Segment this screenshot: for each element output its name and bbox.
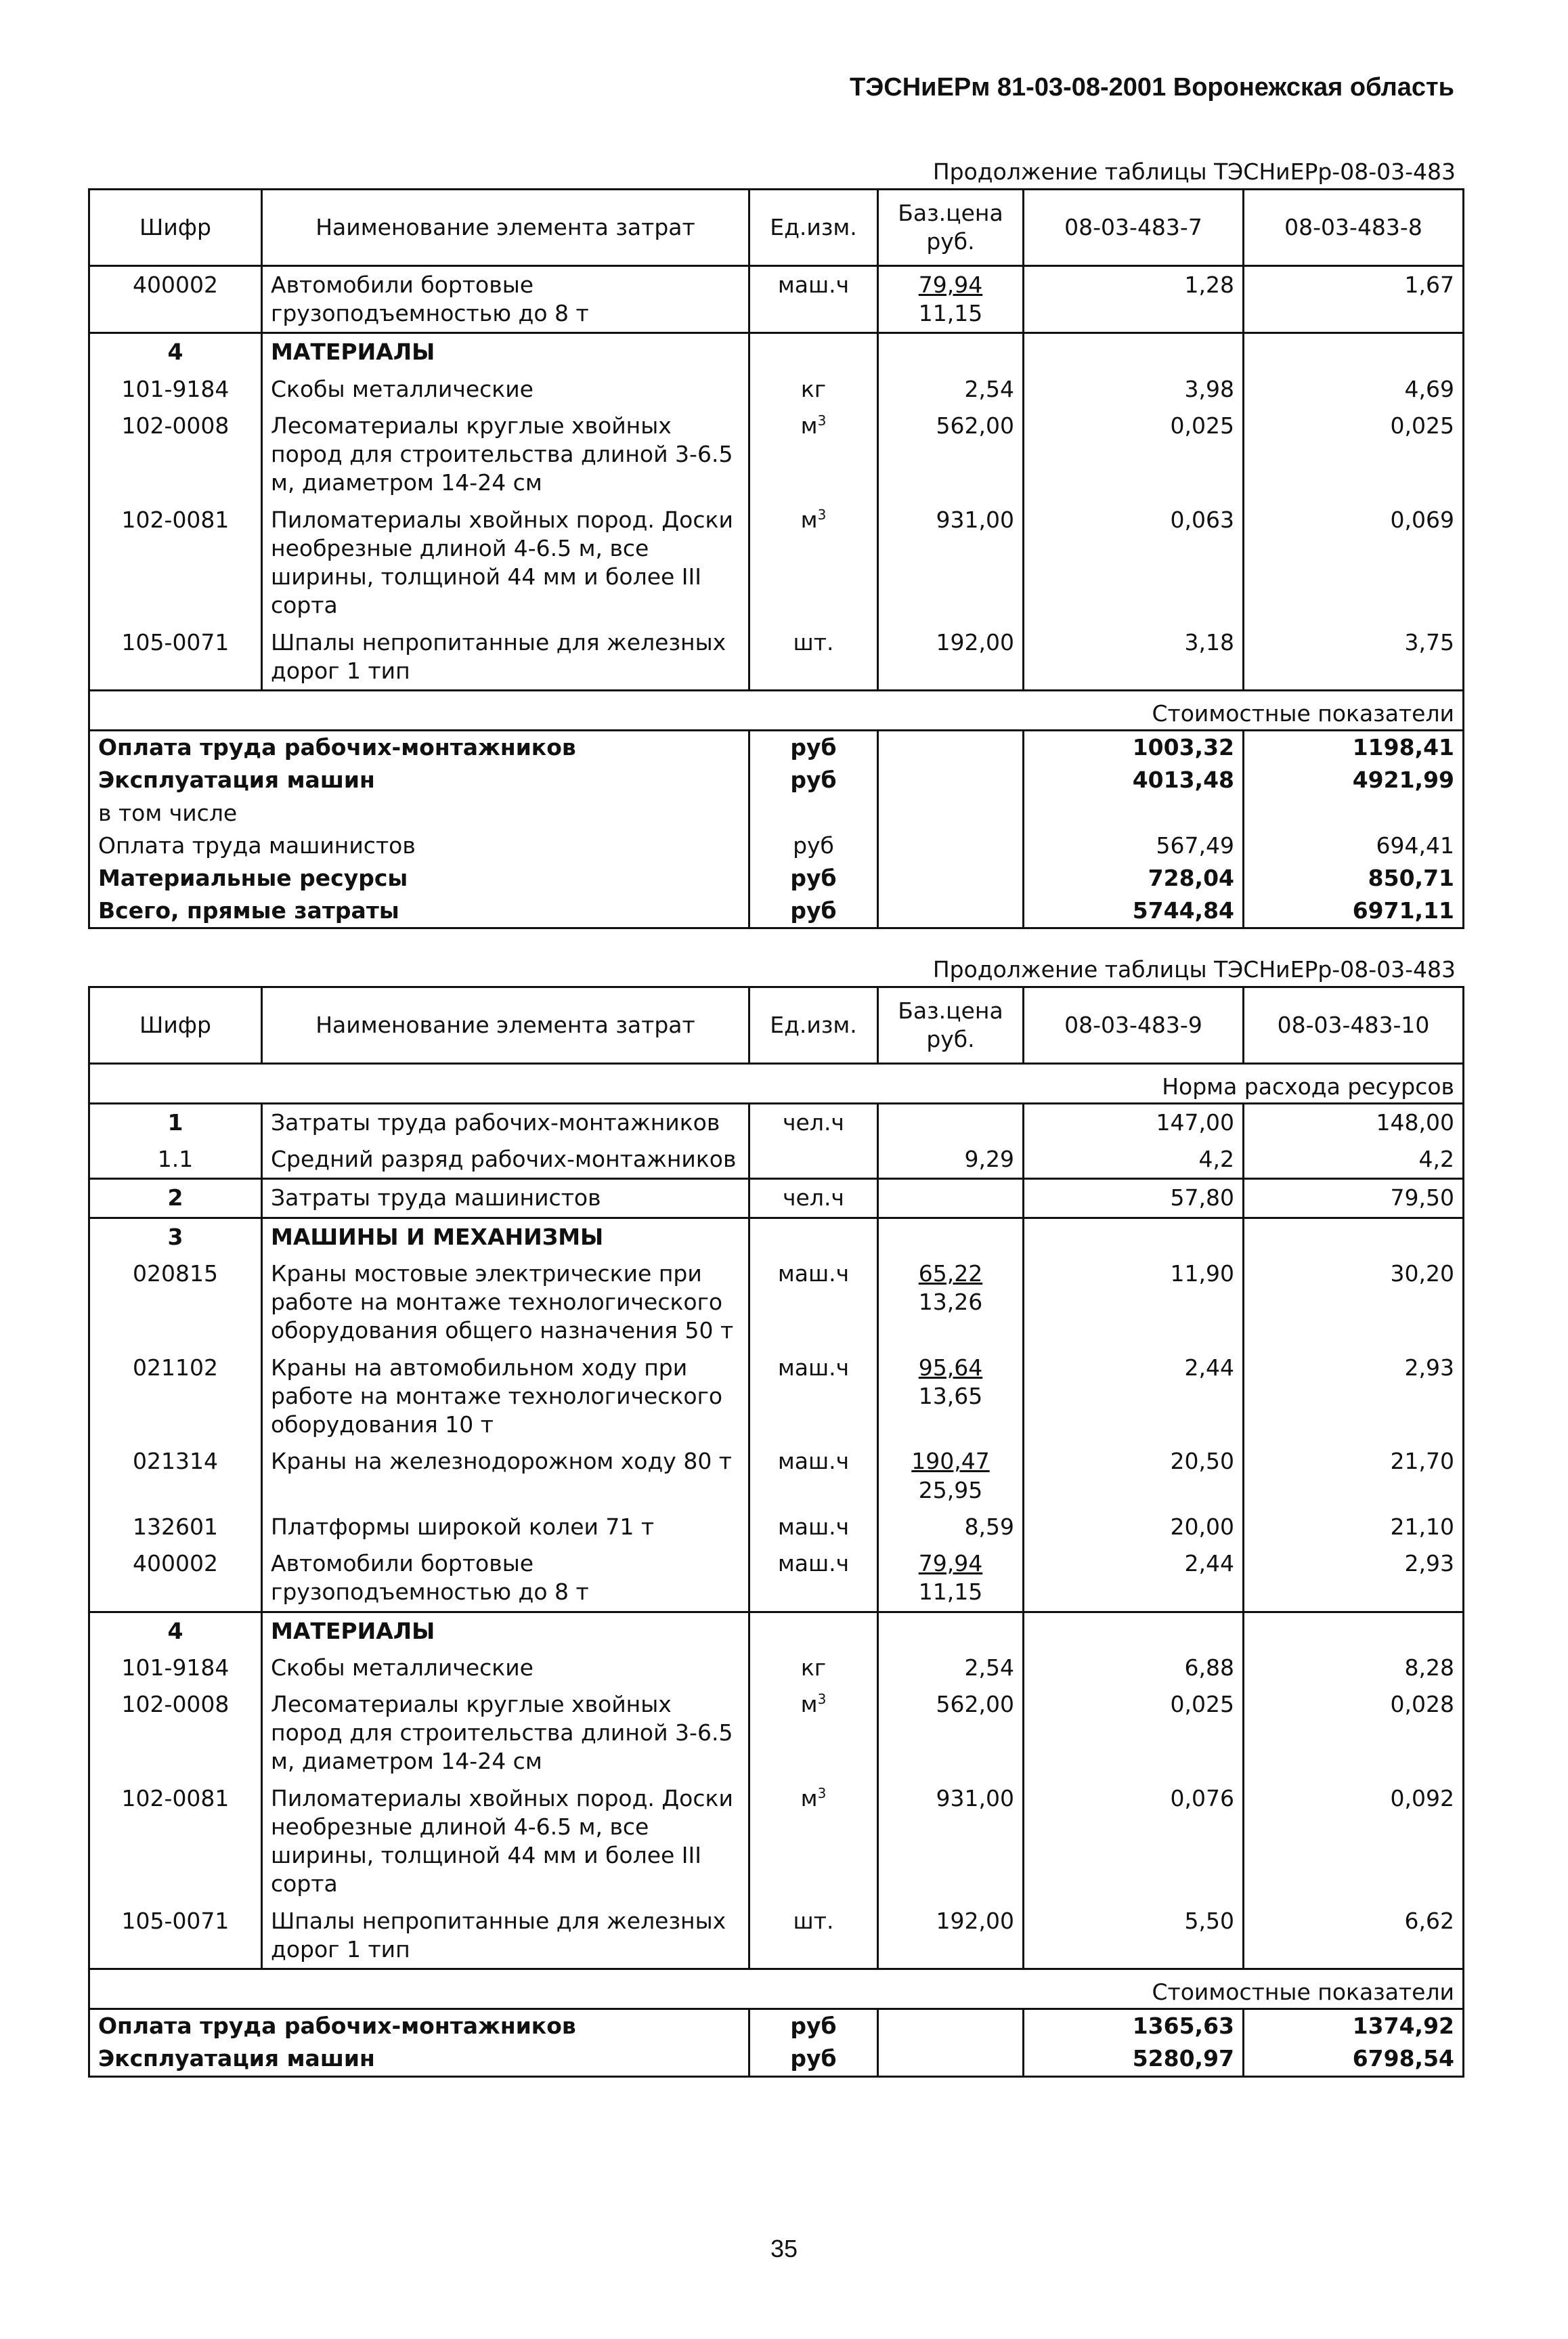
row-price: 562,00 bbox=[878, 1686, 1024, 1780]
totals-name: Всего, прямые затраты bbox=[89, 895, 749, 928]
row-value-b: 21,70 bbox=[1244, 1443, 1464, 1508]
row-value-a: 2,44 bbox=[1024, 1350, 1244, 1444]
row-code: 102-0081 bbox=[89, 1780, 262, 1903]
row-value-b: 79,50 bbox=[1244, 1179, 1464, 1218]
table-row bbox=[89, 266, 1464, 333]
row-value-b: 30,20 bbox=[1244, 1256, 1464, 1350]
row-value-a: 4,2 bbox=[1024, 1141, 1244, 1179]
row-name: Пиломатериалы хвойных пород. Доски необрезные длиной 4-6.5 м, все ширины, толщиной 44 мм и более III сорта bbox=[262, 1780, 749, 1903]
totals-value-a: 5744,84 bbox=[1024, 895, 1244, 928]
table1 bbox=[88, 188, 1464, 929]
row-name: Шпалы непропитанные для железных дорог 1 тип bbox=[262, 1903, 749, 1969]
row-code: 400002 bbox=[89, 1545, 262, 1612]
row-unit bbox=[749, 1179, 878, 1218]
table2-header-row bbox=[89, 987, 1464, 1064]
row-name: Скобы металлические bbox=[262, 1650, 749, 1686]
row-value-a bbox=[1024, 333, 1244, 371]
price-top: 190,47 bbox=[911, 1448, 990, 1475]
totals-value-a: 5280,97 bbox=[1024, 2042, 1244, 2076]
row-value-a: 0,076 bbox=[1024, 1780, 1244, 1903]
table-row bbox=[89, 1903, 1464, 1969]
totals-name: Эксплуатация машин bbox=[89, 764, 749, 796]
totals-empty bbox=[878, 2009, 1024, 2043]
row-value-b: 4,69 bbox=[1244, 371, 1464, 408]
document-header: ТЭСНиЕРм 81-03-08-2001 Воронежская область bbox=[850, 73, 1454, 102]
row-value-a: 6,88 bbox=[1024, 1650, 1244, 1686]
totals-row bbox=[89, 862, 1464, 895]
row-unit bbox=[749, 1686, 878, 1780]
unit-text: шт. bbox=[793, 628, 834, 656]
table-row bbox=[89, 624, 1464, 691]
row-value-b bbox=[1244, 1218, 1464, 1256]
row-name: МАШИНЫ И МЕХАНИЗМЫ bbox=[262, 1218, 749, 1256]
row-unit bbox=[749, 1218, 878, 1256]
table-row bbox=[89, 1780, 1464, 1903]
totals-empty bbox=[878, 797, 1024, 830]
totals-value-b: 850,71 bbox=[1244, 862, 1464, 895]
row-unit bbox=[749, 1903, 878, 1969]
totals-name: Оплата труда рабочих-монтажников bbox=[89, 731, 749, 765]
row-unit bbox=[749, 1650, 878, 1686]
table-row bbox=[89, 333, 1464, 371]
totals-empty bbox=[878, 731, 1024, 765]
row-value-a: 0,063 bbox=[1024, 502, 1244, 624]
row-code: 105-0071 bbox=[89, 624, 262, 691]
row-code: 101-9184 bbox=[89, 1650, 262, 1686]
totals-name: Материальные ресурсы bbox=[89, 862, 749, 895]
col-header-code: Шифр bbox=[89, 987, 262, 1064]
cost-band-label: Стоимостные показатели bbox=[89, 691, 1464, 731]
norm-band-label: Норма расхода ресурсов bbox=[89, 1064, 1464, 1104]
row-value-b: 0,025 bbox=[1244, 408, 1464, 502]
row-price bbox=[878, 1443, 1024, 1508]
unit-text: шт. bbox=[793, 1907, 834, 1934]
row-unit bbox=[749, 333, 878, 371]
row-price: 9,29 bbox=[878, 1141, 1024, 1179]
col-header-a: 08-03-483-7 bbox=[1024, 190, 1244, 266]
price-bottom: 13,65 bbox=[918, 1382, 983, 1409]
row-value-b: 8,28 bbox=[1244, 1650, 1464, 1686]
row-code: 021102 bbox=[89, 1350, 262, 1444]
totals-row bbox=[89, 2009, 1464, 2043]
row-unit bbox=[749, 1141, 878, 1179]
unit-text: кг bbox=[800, 375, 827, 402]
row-unit bbox=[749, 408, 878, 502]
row-price bbox=[878, 1256, 1024, 1350]
row-value-a bbox=[1024, 1612, 1244, 1650]
row-price bbox=[878, 1218, 1024, 1256]
unit-text: маш.ч bbox=[777, 1550, 850, 1577]
row-code: 021314 bbox=[89, 1443, 262, 1508]
totals-value-a bbox=[1024, 797, 1244, 830]
row-unit bbox=[749, 1256, 878, 1350]
price-top: 79,94 bbox=[918, 1550, 983, 1577]
row-unit bbox=[749, 1509, 878, 1545]
table-row bbox=[89, 1179, 1464, 1218]
unit-text: чел.ч bbox=[783, 1184, 844, 1211]
row-code: 020815 bbox=[89, 1256, 262, 1350]
row-code: 3 bbox=[89, 1218, 262, 1256]
row-value-b: 1,67 bbox=[1244, 266, 1464, 333]
totals-value-a: 1003,32 bbox=[1024, 731, 1244, 765]
row-unit bbox=[749, 266, 878, 333]
row-code: 101-9184 bbox=[89, 371, 262, 408]
row-value-a: 0,025 bbox=[1024, 1686, 1244, 1780]
row-code: 1.1 bbox=[89, 1141, 262, 1179]
unit-text: м bbox=[800, 506, 818, 533]
unit-text: м bbox=[800, 1784, 818, 1811]
row-price: 931,00 bbox=[878, 1780, 1024, 1903]
row-value-b: 3,75 bbox=[1244, 624, 1464, 691]
row-value-a: 20,00 bbox=[1024, 1509, 1244, 1545]
row-price bbox=[878, 1179, 1024, 1218]
col-header-code: Шифр bbox=[89, 190, 262, 266]
price-top: 95,64 bbox=[918, 1354, 983, 1381]
unit-text: маш.ч bbox=[777, 1448, 850, 1475]
totals-empty bbox=[878, 895, 1024, 928]
row-unit bbox=[749, 1545, 878, 1612]
unit-text: м bbox=[800, 412, 818, 439]
totals-unit: руб bbox=[749, 862, 878, 895]
totals-unit: руб bbox=[749, 731, 878, 765]
row-name: Пиломатериалы хвойных пород. Доски необрезные длиной 4-6.5 м, все ширины, толщиной 44 мм и более III сорта bbox=[262, 502, 749, 624]
row-name: Шпалы непропитанные для железных дорог 1 тип bbox=[262, 624, 749, 691]
table2 bbox=[88, 986, 1464, 2078]
totals-unit: руб bbox=[749, 895, 878, 928]
row-name: Скобы металлические bbox=[262, 371, 749, 408]
row-name: Краны на автомобильном ходу при работе на монтаже технологического оборудования 10 т bbox=[262, 1350, 749, 1444]
totals-name: в том числе bbox=[89, 797, 749, 830]
row-price: 562,00 bbox=[878, 408, 1024, 502]
totals-empty bbox=[878, 2042, 1024, 2076]
row-value-b bbox=[1244, 1612, 1464, 1650]
totals-name: Оплата труда рабочих-монтажников bbox=[89, 2009, 749, 2043]
price-bottom: 11,15 bbox=[918, 300, 983, 327]
row-name: Краны на железнодорожном ходу 80 т bbox=[262, 1443, 749, 1508]
row-name: МАТЕРИАЛЫ bbox=[262, 1612, 749, 1650]
unit-text: чел.ч bbox=[783, 1109, 844, 1136]
row-unit bbox=[749, 1104, 878, 1142]
row-price: 8,59 bbox=[878, 1509, 1024, 1545]
table-row bbox=[89, 1612, 1464, 1650]
cost-band-label: Стоимостные показатели bbox=[89, 1969, 1464, 2009]
totals-value-b: 694,41 bbox=[1244, 830, 1464, 862]
row-unit bbox=[749, 1350, 878, 1444]
row-value-b: 0,028 bbox=[1244, 1686, 1464, 1780]
table2-continuation-label: Продолжение таблицы ТЭСНиЕРр-08-03-483 bbox=[932, 956, 1456, 983]
price-bottom: 25,95 bbox=[918, 1476, 983, 1503]
price-top: 79,94 bbox=[918, 272, 983, 298]
totals-value-a: 4013,48 bbox=[1024, 764, 1244, 796]
totals-row bbox=[89, 764, 1464, 796]
row-price bbox=[878, 333, 1024, 371]
totals-value-a: 1365,63 bbox=[1024, 2009, 1244, 2043]
cost-band-row bbox=[89, 1969, 1464, 2009]
totals-value-b: 6798,54 bbox=[1244, 2042, 1464, 2076]
row-value-a bbox=[1024, 1218, 1244, 1256]
row-code: 105-0071 bbox=[89, 1903, 262, 1969]
table-row bbox=[89, 1650, 1464, 1686]
totals-value-a: 567,49 bbox=[1024, 830, 1244, 862]
totals-value-b: 1374,92 bbox=[1244, 2009, 1464, 2043]
table1-continuation-label: Продолжение таблицы ТЭСНиЕРр-08-03-483 bbox=[932, 158, 1456, 185]
table-row bbox=[89, 1141, 1464, 1179]
row-value-a: 20,50 bbox=[1024, 1443, 1244, 1508]
col-header-b: 08-03-483-8 bbox=[1244, 190, 1464, 266]
col-header-price: Баз.цена руб. bbox=[878, 190, 1024, 266]
totals-unit: руб bbox=[749, 830, 878, 862]
row-value-a: 3,98 bbox=[1024, 371, 1244, 408]
row-price: 192,00 bbox=[878, 1903, 1024, 1969]
unit-text: маш.ч bbox=[777, 1354, 850, 1381]
totals-empty bbox=[878, 862, 1024, 895]
totals-value-b: 6971,11 bbox=[1244, 895, 1464, 928]
row-price bbox=[878, 1545, 1024, 1612]
totals-row bbox=[89, 731, 1464, 765]
price-bottom: 11,15 bbox=[918, 1579, 983, 1606]
col-header-unit: Ед.изм. bbox=[749, 190, 878, 266]
row-code: 2 bbox=[89, 1179, 262, 1218]
row-unit bbox=[749, 1612, 878, 1650]
totals-row bbox=[89, 797, 1464, 830]
row-code: 102-0008 bbox=[89, 1686, 262, 1780]
row-value-a: 147,00 bbox=[1024, 1104, 1244, 1142]
row-price: 2,54 bbox=[878, 371, 1024, 408]
row-value-b: 0,092 bbox=[1244, 1780, 1464, 1903]
row-unit bbox=[749, 1780, 878, 1903]
row-value-b: 4,2 bbox=[1244, 1141, 1464, 1179]
table-row bbox=[89, 408, 1464, 502]
row-value-a: 2,44 bbox=[1024, 1545, 1244, 1612]
table-row bbox=[89, 1104, 1464, 1142]
row-value-a: 0,025 bbox=[1024, 408, 1244, 502]
row-price bbox=[878, 1612, 1024, 1650]
row-value-b: 148,00 bbox=[1244, 1104, 1464, 1142]
row-unit bbox=[749, 1443, 878, 1508]
totals-empty bbox=[878, 830, 1024, 862]
totals-value-b: 1198,41 bbox=[1244, 731, 1464, 765]
totals-empty bbox=[878, 764, 1024, 796]
page-number: 35 bbox=[770, 2235, 798, 2262]
row-code: 132601 bbox=[89, 1509, 262, 1545]
row-name: Лесоматериалы круглые хвойных пород для строительства длиной 3-6.5 м, диаметром 14-24 см bbox=[262, 408, 749, 502]
row-code: 102-0008 bbox=[89, 408, 262, 502]
row-value-b: 21,10 bbox=[1244, 1509, 1464, 1545]
row-price: 2,54 bbox=[878, 1650, 1024, 1686]
totals-unit: руб bbox=[749, 2042, 878, 2076]
totals-value-b: 4921,99 bbox=[1244, 764, 1464, 796]
row-price bbox=[878, 266, 1024, 333]
unit-text: кг bbox=[800, 1654, 827, 1681]
totals-name: Эксплуатация машин bbox=[89, 2042, 749, 2076]
unit-superscript: 3 bbox=[817, 506, 827, 523]
row-code: 102-0081 bbox=[89, 502, 262, 624]
totals-value-a: 728,04 bbox=[1024, 862, 1244, 895]
totals-value-b bbox=[1244, 797, 1464, 830]
row-name: Лесоматериалы круглые хвойных пород для строительства длиной 3-6.5 м, диаметром 14-24 см bbox=[262, 1686, 749, 1780]
table-row bbox=[89, 1256, 1464, 1350]
totals-name: Оплата труда машинистов bbox=[89, 830, 749, 862]
col-header-a: 08-03-483-9 bbox=[1024, 987, 1244, 1064]
unit-superscript: 3 bbox=[817, 412, 827, 429]
totals-row bbox=[89, 895, 1464, 928]
row-code: 4 bbox=[89, 333, 262, 371]
unit-superscript: 3 bbox=[817, 1784, 827, 1801]
totals-unit: руб bbox=[749, 764, 878, 796]
row-name: Автомобили бортовые грузоподъемностью до 8 т bbox=[262, 1545, 749, 1612]
col-header-unit: Ед.изм. bbox=[749, 987, 878, 1064]
price-bottom: 13,26 bbox=[918, 1289, 983, 1316]
table-row bbox=[89, 1218, 1464, 1256]
unit-superscript: 3 bbox=[817, 1690, 827, 1707]
col-header-price: Баз.цена руб. bbox=[878, 987, 1024, 1064]
row-name: Автомобили бортовые грузоподъемностью до 8 т bbox=[262, 266, 749, 333]
row-price: 192,00 bbox=[878, 624, 1024, 691]
row-name: Затраты труда рабочих-монтажников bbox=[262, 1104, 749, 1142]
unit-text: маш.ч bbox=[777, 1513, 850, 1540]
row-name: Средний разряд рабочих-монтажников bbox=[262, 1141, 749, 1179]
row-price bbox=[878, 1350, 1024, 1444]
row-value-a: 57,80 bbox=[1024, 1179, 1244, 1218]
totals-row bbox=[89, 830, 1464, 862]
col-header-name: Наименование элемента затрат bbox=[262, 987, 749, 1064]
row-name: МАТЕРИАЛЫ bbox=[262, 333, 749, 371]
row-code: 400002 bbox=[89, 266, 262, 333]
totals-unit: руб bbox=[749, 2009, 878, 2043]
norm-band-row bbox=[89, 1064, 1464, 1104]
col-header-name: Наименование элемента затрат bbox=[262, 190, 749, 266]
row-value-a: 1,28 bbox=[1024, 266, 1244, 333]
row-name: Платформы широкой колеи 71 т bbox=[262, 1509, 749, 1545]
price-top: 65,22 bbox=[918, 1260, 983, 1287]
row-name: Затраты труда машинистов bbox=[262, 1179, 749, 1218]
row-unit bbox=[749, 624, 878, 691]
row-value-b: 2,93 bbox=[1244, 1545, 1464, 1612]
table1-header-row bbox=[89, 190, 1464, 266]
totals-unit bbox=[749, 797, 878, 830]
row-value-a: 3,18 bbox=[1024, 624, 1244, 691]
row-value-b: 2,93 bbox=[1244, 1350, 1464, 1444]
table-row bbox=[89, 1545, 1464, 1612]
table-row bbox=[89, 1686, 1464, 1780]
row-price bbox=[878, 1104, 1024, 1142]
row-value-b: 6,62 bbox=[1244, 1903, 1464, 1969]
row-name: Краны мостовые электрические при работе на монтаже технологического оборудования общего назначения 50 т bbox=[262, 1256, 749, 1350]
row-value-a: 5,50 bbox=[1024, 1903, 1244, 1969]
unit-text: м bbox=[800, 1690, 818, 1717]
table-row bbox=[89, 1509, 1464, 1545]
row-price: 931,00 bbox=[878, 502, 1024, 624]
unit-text: маш.ч bbox=[777, 1260, 850, 1287]
col-header-b: 08-03-483-10 bbox=[1244, 987, 1464, 1064]
unit-text: маш.ч bbox=[777, 272, 850, 298]
table-row bbox=[89, 371, 1464, 408]
row-code: 1 bbox=[89, 1104, 262, 1142]
totals-row bbox=[89, 2042, 1464, 2076]
table-row bbox=[89, 1443, 1464, 1508]
row-value-b: 0,069 bbox=[1244, 502, 1464, 624]
row-code: 4 bbox=[89, 1612, 262, 1650]
row-unit bbox=[749, 371, 878, 408]
cost-band-row bbox=[89, 691, 1464, 731]
table-row bbox=[89, 502, 1464, 624]
table-row bbox=[89, 1350, 1464, 1444]
row-value-a: 11,90 bbox=[1024, 1256, 1244, 1350]
row-unit bbox=[749, 502, 878, 624]
row-value-b bbox=[1244, 333, 1464, 371]
